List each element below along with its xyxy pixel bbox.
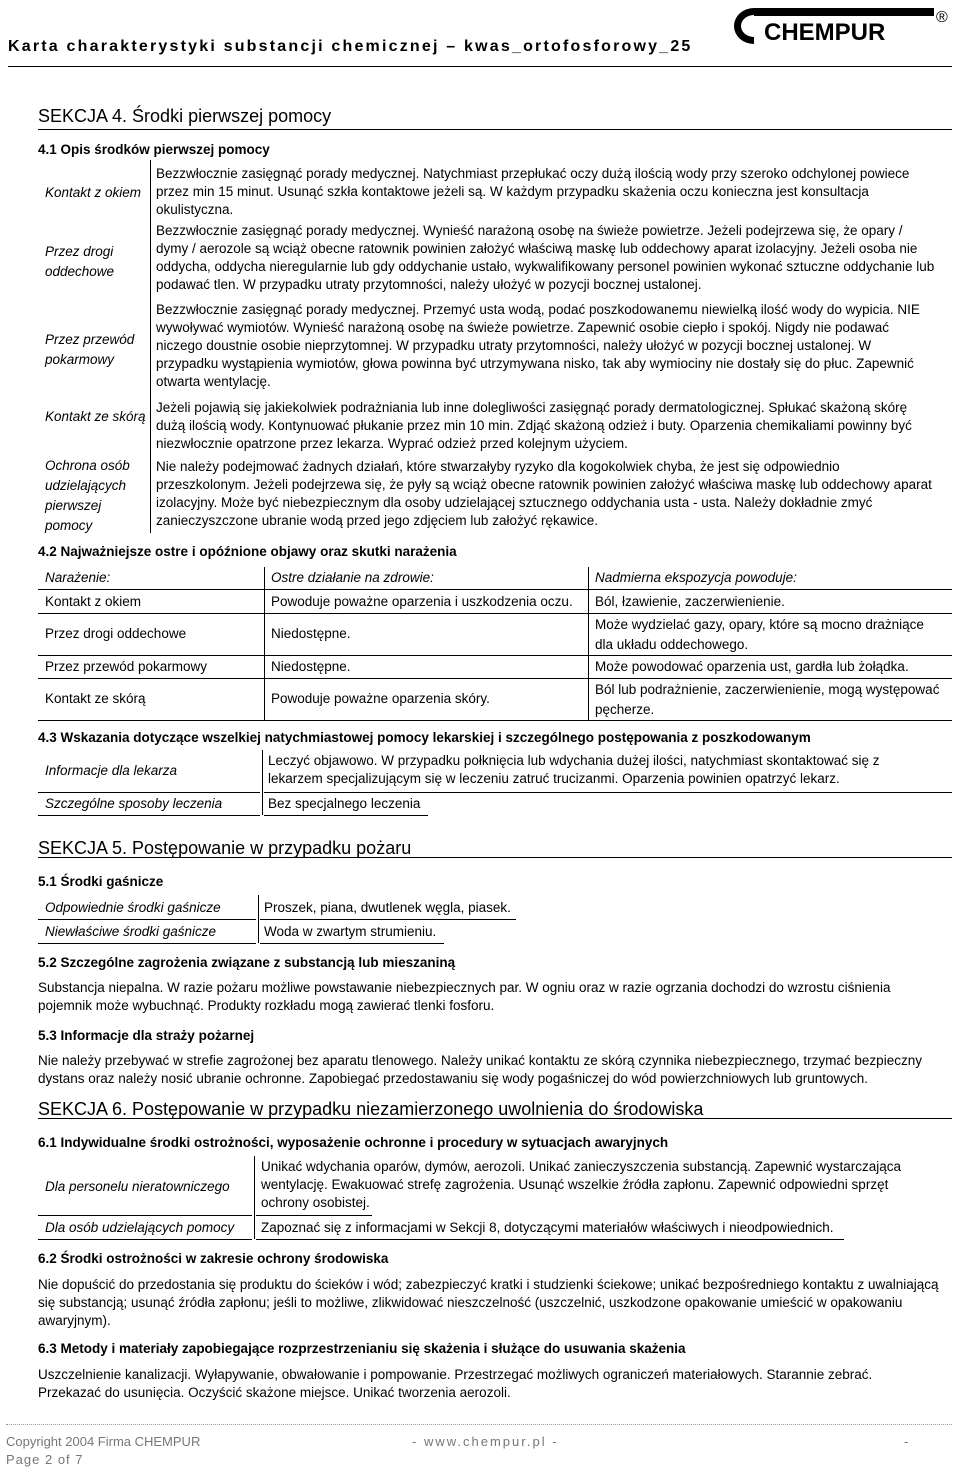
subsection-4-1: 4.1 Opis środków pierwszej pomocy (38, 142, 270, 157)
subsection-5-1: 5.1 Środki gaśnicze (38, 874, 164, 889)
text-5-3: Nie należy przebywać w strefie zagrożonej bez aparatu tlenowego. Należy unikać kontaktu ze skórą czynnika niebezpiecznego, trzymać bezpieczny dystans oraz należy nosić ubranie ochronne. Zapobiegać przedostawaniu się wody pogaśniczej do wód powierzchniowych lub gruntowych. (38, 1053, 922, 1086)
footer-copyright: Copyright 2004 Firma CHEMPUR (6, 1434, 201, 1449)
subsection-6-1: 6.1 Indywidualne środki ostrożności, wyposażenie ochronne i procedury w sytuacjach awaryjnych (38, 1135, 669, 1150)
table-row: Przez przewód pokarmowy (45, 659, 208, 674)
subsection-6-2: 6.2 Środki ostrożności w zakresie ochrony środowiska (38, 1251, 389, 1266)
document-title: Karta charakterystyki substancji chemicznej – kwas_ortofosforowy_25 (8, 38, 693, 55)
subsection-6-3: 6.3 Metody i materiały zapobiegające rozprzestrzenianiu się skażenia i służące do usuwania skażenia (38, 1341, 686, 1356)
logo-text: CHEMPUR (764, 19, 886, 46)
text-6-3: Uszczelnienie kanalizacji. Wyłapywanie, obwałowanie i pompowanie. Przestrzegać możliwych ograniczeń materiałowych. Starannie zebrać. Przekazać do usunięcia. Oczyścić skażone miejsce. Unikać tworzenia aerozoli. (38, 1367, 873, 1400)
text-first-aider-protection: Nie należy podejmować żadnych działań, które stwarzałyby ryzyko dla kogokolwiek chyba, że jest się odpowiednio przeszkolonym. Jeżeli podejrzewa się, że pyły są wciąż obecne ratownik powinien założyć właściwa maskę lub oddechowy aparat izolacyjny. Może być niebezpiecznym dla osoby udzielającej sztucznego oddychania usta - usta. Należy dokładnie zmyć zanieczyszczone ubranie wodą przed jego zdjęciem lub założyć rękawice. (156, 459, 932, 528)
col-head-overexposure: Nadmierna ekspozycja powoduje: (595, 570, 797, 585)
footer-dash: - (904, 1434, 909, 1449)
text-5-2: Substancja niepalna. W razie pożaru możliwe powstawanie niebezpiecznych par. W ogniu oraz w razie ogrzania dochodzi do wzrostu ciśnienia pojemnik może wybuchnąć. Produkty rozkładu mogą zawierać tlenki fosforu. (38, 980, 891, 1013)
subsection-4-2: 4.2 Najważniejsze ostre i opóźnione objawy oraz skutki narażenia (38, 544, 457, 559)
section-4-title: SEKCJA 4. Środki pierwszej pomocy (38, 107, 952, 130)
table-4-1-divider (150, 160, 151, 533)
label-first-aider-protection: Ochrona osób udzielających pierwszej pomocy (45, 458, 130, 533)
table-row: Przez drogi oddechowe (45, 626, 187, 641)
subsection-5-2: 5.2 Szczególne zagrożenia związane z substancją lub mieszaniną (38, 955, 456, 970)
text-eye-contact: Bezzwłocznie zasięgnąć porady medycznej. Natychmiast przepłukać oczy dużą ilością wody przy szeroko odchylonej powiece przez min 15 minut. Usunąć szkła kontaktowe jeżeli są. W każdym przypadku skażenia oczu konieczna jest konsultacja okulistyczna. (156, 166, 910, 217)
footer-page-number: Page 2 of 7 (6, 1452, 84, 1467)
label-eye-contact: Kontakt z okiem (45, 185, 142, 200)
label-ingestion: Przez przewód pokarmowy (45, 332, 135, 367)
table-row: Kontakt ze skórą (45, 691, 146, 706)
header-rule (8, 66, 952, 67)
svg-text:®: ® (936, 9, 948, 26)
col-head-acute: Ostre działanie na zdrowie: (271, 570, 434, 585)
table-row: Kontakt z okiem (45, 594, 142, 609)
label-doctor-info: Informacje dla lekarza (45, 763, 178, 778)
text-6-2: Nie dopuścić do przedostania się produktu do ścieków i wód; zabezpieczyć kratki i studzienki ściekowe; unikać bezpośredniego kontaktu z uwalniającą się substancją; usunąć źródła zapłonu; jeśli to możliwe, zlikwidować nieszczelność (uszczelnić, uszkodzone opakowanie umieścić w opakowaniu awaryjnym). (38, 1277, 939, 1328)
col-head-exposure: Narażenie: (45, 570, 111, 585)
subsection-5-3: 5.3 Informacje dla straży pożarnej (38, 1028, 255, 1043)
section-6-title: SEKCJA 6. Postępowanie w przypadku niezamierzonego uwolnienia do środowiska (38, 1100, 952, 1119)
subsection-4-3: 4.3 Wskazania dotyczące wszelkiej natychmiastowej pomocy lekarskiej i szczególnego postępowania z poszkodowanym (38, 730, 811, 745)
section-5-title: SEKCJA 5. Postępowanie w przypadku pożaru (38, 839, 952, 858)
label-skin-contact: Kontakt ze skórą (45, 409, 146, 424)
label-inhalation: Przez drogi oddechowe (45, 244, 115, 279)
text-inhalation: Bezzwłocznie zasięgnąć porady medycznej. Wynieść narażoną osobę na świeże powietrze. Jeżeli podejrzewa się, że opary / dymy / aerozole są wciąż obecne ratownik powinien założyć właściwą maskę lub oddechowy aparat izolacyjny. Jeżeli osoba nie oddycha, oddycha nieregularnie lub gdy oddychanie ustało, wykwalifikowany personel powinien wykonać sztuczne oddychanie lub podawać tlen. W przypadku utraty przytomności, należy ułożyć w pozycji bocznej ustalonej. (156, 223, 935, 292)
footer-url[interactable]: - www.chempur.pl - (412, 1434, 559, 1449)
chempur-logo (724, 2, 956, 48)
footer-rule (6, 1424, 952, 1425)
text-skin-contact: Jeżeli pojawią się jakiekolwiek podrażniania lub inne dolegliwości zasięgnąć porady dermatologicznej. Spłukać skażoną skórę dużą ilością wody. Kontynuować płukanie przez min 10 min. Zdjąć skażoną odzież i buty. Oparzenia chemikaliami powinny być niezwłocznie opatrzone przez lekarza. Wyprać odzież przed kolejnym użyciem. (156, 400, 912, 451)
text-ingestion: Bezzwłocznie zasięgnąć porady medycznej. Przemyć usta wodą, podać poszkodowanemu niewielką ilość wody do wypicia. NIE wywoływać wymiotów. Wynieść narażoną osobę na świeże powietrze. Zapewnić osobie ciepło i spokój. Nigdy nie podawać niczego doustnie osobie nieprzytomnej. W przypadku utraty przytomności, należy ułożyć w pozycji bocznej ustalonej. W przypadku wystąpienia wymiotów, głowa powinna być utrzymywana nisko, tak aby wymiociny nie dostały się do płuc. Zapewnić otwarta wentylację. (156, 302, 920, 389)
label-special-treatment: Szczególne sposoby leczenia (45, 796, 223, 811)
